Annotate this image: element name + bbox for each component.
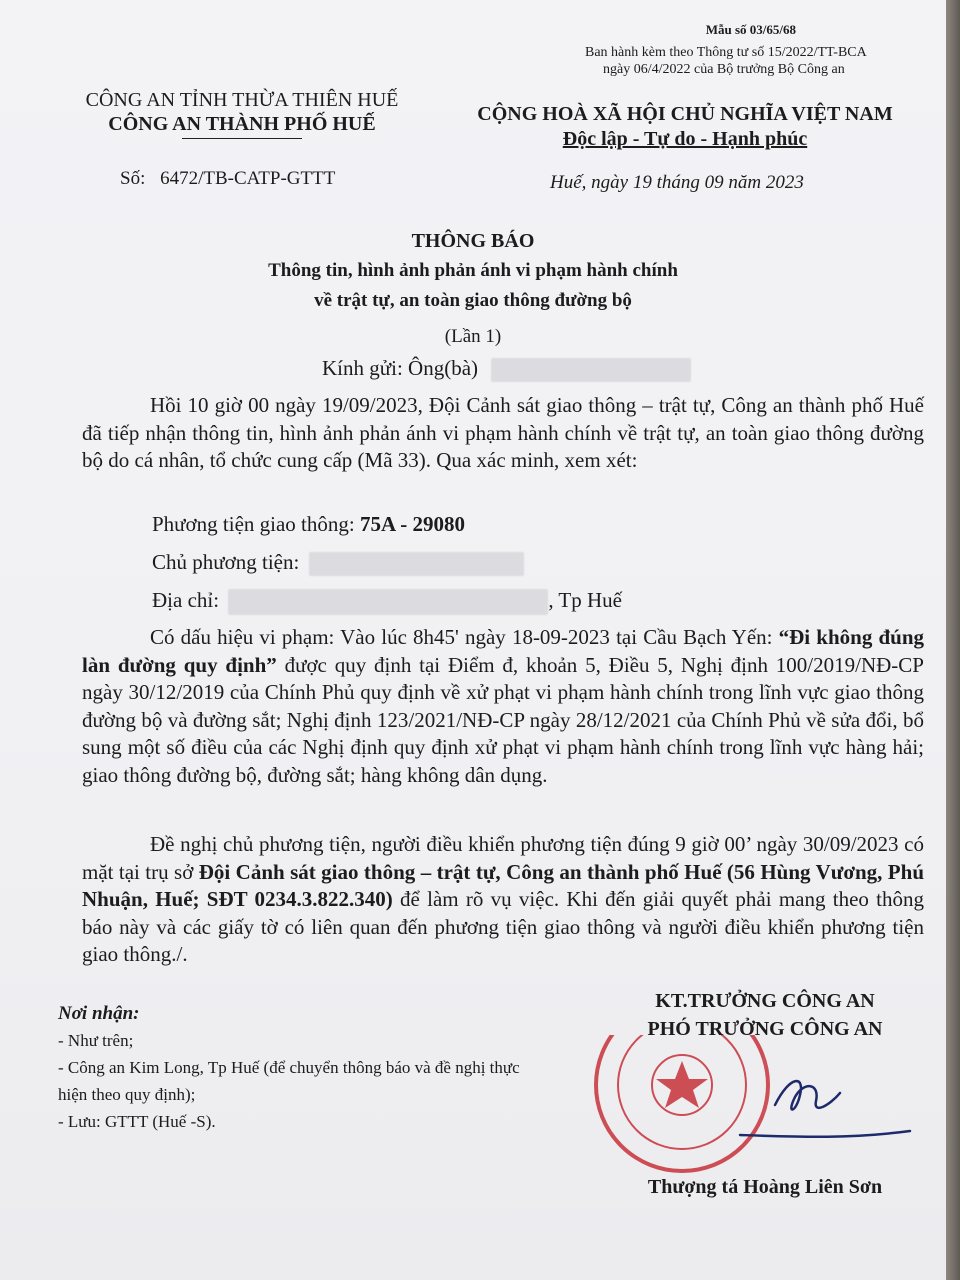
document-number — [120, 168, 335, 190]
recipients-heading: Nơi nhận: — [58, 1003, 140, 1024]
form-number: Mẫu số 03/65/68 — [705, 22, 796, 37]
greeting-label: Kính gửi: Ông(bà) — [322, 356, 479, 380]
owner-label: Chủ phương tiện: — [152, 550, 300, 574]
violation-rest: được quy định tại Điểm đ, khoản 5, Điều 5, Nghị định 100/2019/NĐ-CP ngày 30/12/2019 của Chính Phủ quy định về xử phạt vi phạm hành chính trong lĩnh vực giao thông đường bộ và đường sắt; Nghị định 123/2021/NĐ-CP ngày 28/12/2021 của Chính Phủ về sửa đổi, bổ sung một số điều của các Nghị định quy định xử phạt vi phạm hành chính trong lĩnh vực hàng hải; giao thông đường bộ, đường sắt; hàng không dân dụng. — [82, 652, 924, 787]
document-title: THÔNG BÁO — [411, 230, 535, 252]
official-stamp-and-signature — [590, 1035, 920, 1185]
signer-name: Thượng tá Hoàng Liên Sơn — [647, 1176, 883, 1198]
national-header — [450, 102, 920, 152]
redacted-address — [228, 589, 548, 615]
address-line — [152, 588, 622, 615]
request-lead: Đề nghị chủ phương tiện, người điều khiển phương tiện đúng 9 giờ 00’ ngày 30/09/2023 có mặt tại trụ sở — [82, 832, 924, 884]
document-number-label: Số: — [120, 168, 146, 189]
vehicle-line — [152, 512, 465, 537]
vehicle-label: Phương tiện giao thông: — [152, 512, 355, 536]
greeting — [322, 356, 691, 382]
recipient-item: - Công an Kim Long, Tp Huế (để chuyển thông báo và đề nghị thực hiện theo quy định); — [58, 1058, 520, 1104]
violation-act: “Đi không đúng làn đường quy định” — [82, 625, 924, 677]
signer-title-1: KT.TRƯỞNG CÔNG AN — [655, 990, 875, 1012]
request-rest: để làm rõ vụ việc. Khi đến giải quyết phải mang theo thông báo này và các giấy tờ có liên quan đến phương tiện giao thông và người điều khiển phương tiện giao thông./. — [82, 887, 925, 966]
recipients-block — [58, 1000, 538, 1135]
vehicle-plate: 75A - 29080 — [359, 512, 465, 536]
document-number-value: 6472/TB-CATP-GTTT — [160, 168, 336, 189]
nation-motto: Độc lập - Tự do - Hạnh phúc — [562, 128, 808, 150]
form-note — [585, 44, 867, 78]
redacted-owner-name — [309, 552, 524, 576]
form-note-line1: Ban hành kèm theo Thông tư số 15/2022/TT-BCA — [585, 45, 867, 60]
recipient-item: - Như trên; — [58, 1031, 134, 1050]
nation-name: CỘNG HOÀ XÃ HỘI CHỦ NGHĨA VIỆT NAM — [477, 103, 893, 125]
redacted-recipient-name — [491, 358, 691, 382]
request-paragraph — [82, 831, 924, 969]
document-subtitle-1: Thông tin, hình ảnh phản ánh vi phạm hành chính — [268, 260, 678, 281]
red-seal-stamp — [596, 1035, 768, 1171]
form-note-line2: ngày 06/4/2022 của Bộ trưởng Bộ Công an — [603, 62, 845, 77]
recipient-item: - Lưu: GTTT (Huế -S). — [58, 1112, 216, 1131]
document-subtitle-2: về trật tự, an toàn giao thông đường bộ — [314, 290, 632, 311]
attempt-number: (Lần 1) — [444, 326, 502, 347]
owner-line — [152, 550, 524, 576]
agency-parent: CÔNG AN TỈNH THỪA THIÊN HUẾ — [85, 89, 399, 111]
intro-paragraph: Hồi 10 giờ 00 ngày 19/09/2023, Đội Cảnh sát giao thông – trật tự, Công an thành phố Huế đã tiếp nhận thông tin, hình ảnh phản ánh vi phạm hành chính về trật tự, an toàn giao thông đường bộ do cá nhân, tổ chức cung cấp (Mã 33). Qua xác minh, xem xét: — [82, 393, 924, 472]
address-city: , Tp Huế — [548, 588, 622, 612]
address-label: Địa chỉ: — [152, 588, 220, 612]
request-place: Đội Cảnh sát giao thông – trật tự, Công an thành phố Huế (56 Hùng Vương, Phú Nhuận, Huế; SĐT 0234.3.822.340) — [82, 859, 924, 911]
agency-unit: CÔNG AN THÀNH PHỐ HUẾ — [108, 113, 376, 135]
issuing-agency — [52, 88, 432, 139]
agency-underline — [182, 138, 302, 139]
page-edge-shadow — [946, 0, 960, 1280]
place-date: Huế, ngày 19 tháng 09 năm 2023 — [550, 172, 804, 193]
signer-title-2: PHÓ TRƯỞNG CÔNG AN — [647, 1018, 883, 1040]
violation-paragraph — [82, 624, 924, 789]
violation-lead: Có dấu hiệu vi phạm: Vào lúc 8h45' ngày 18-09-2023 tại Cầu Bạch Yến: — [150, 625, 779, 649]
